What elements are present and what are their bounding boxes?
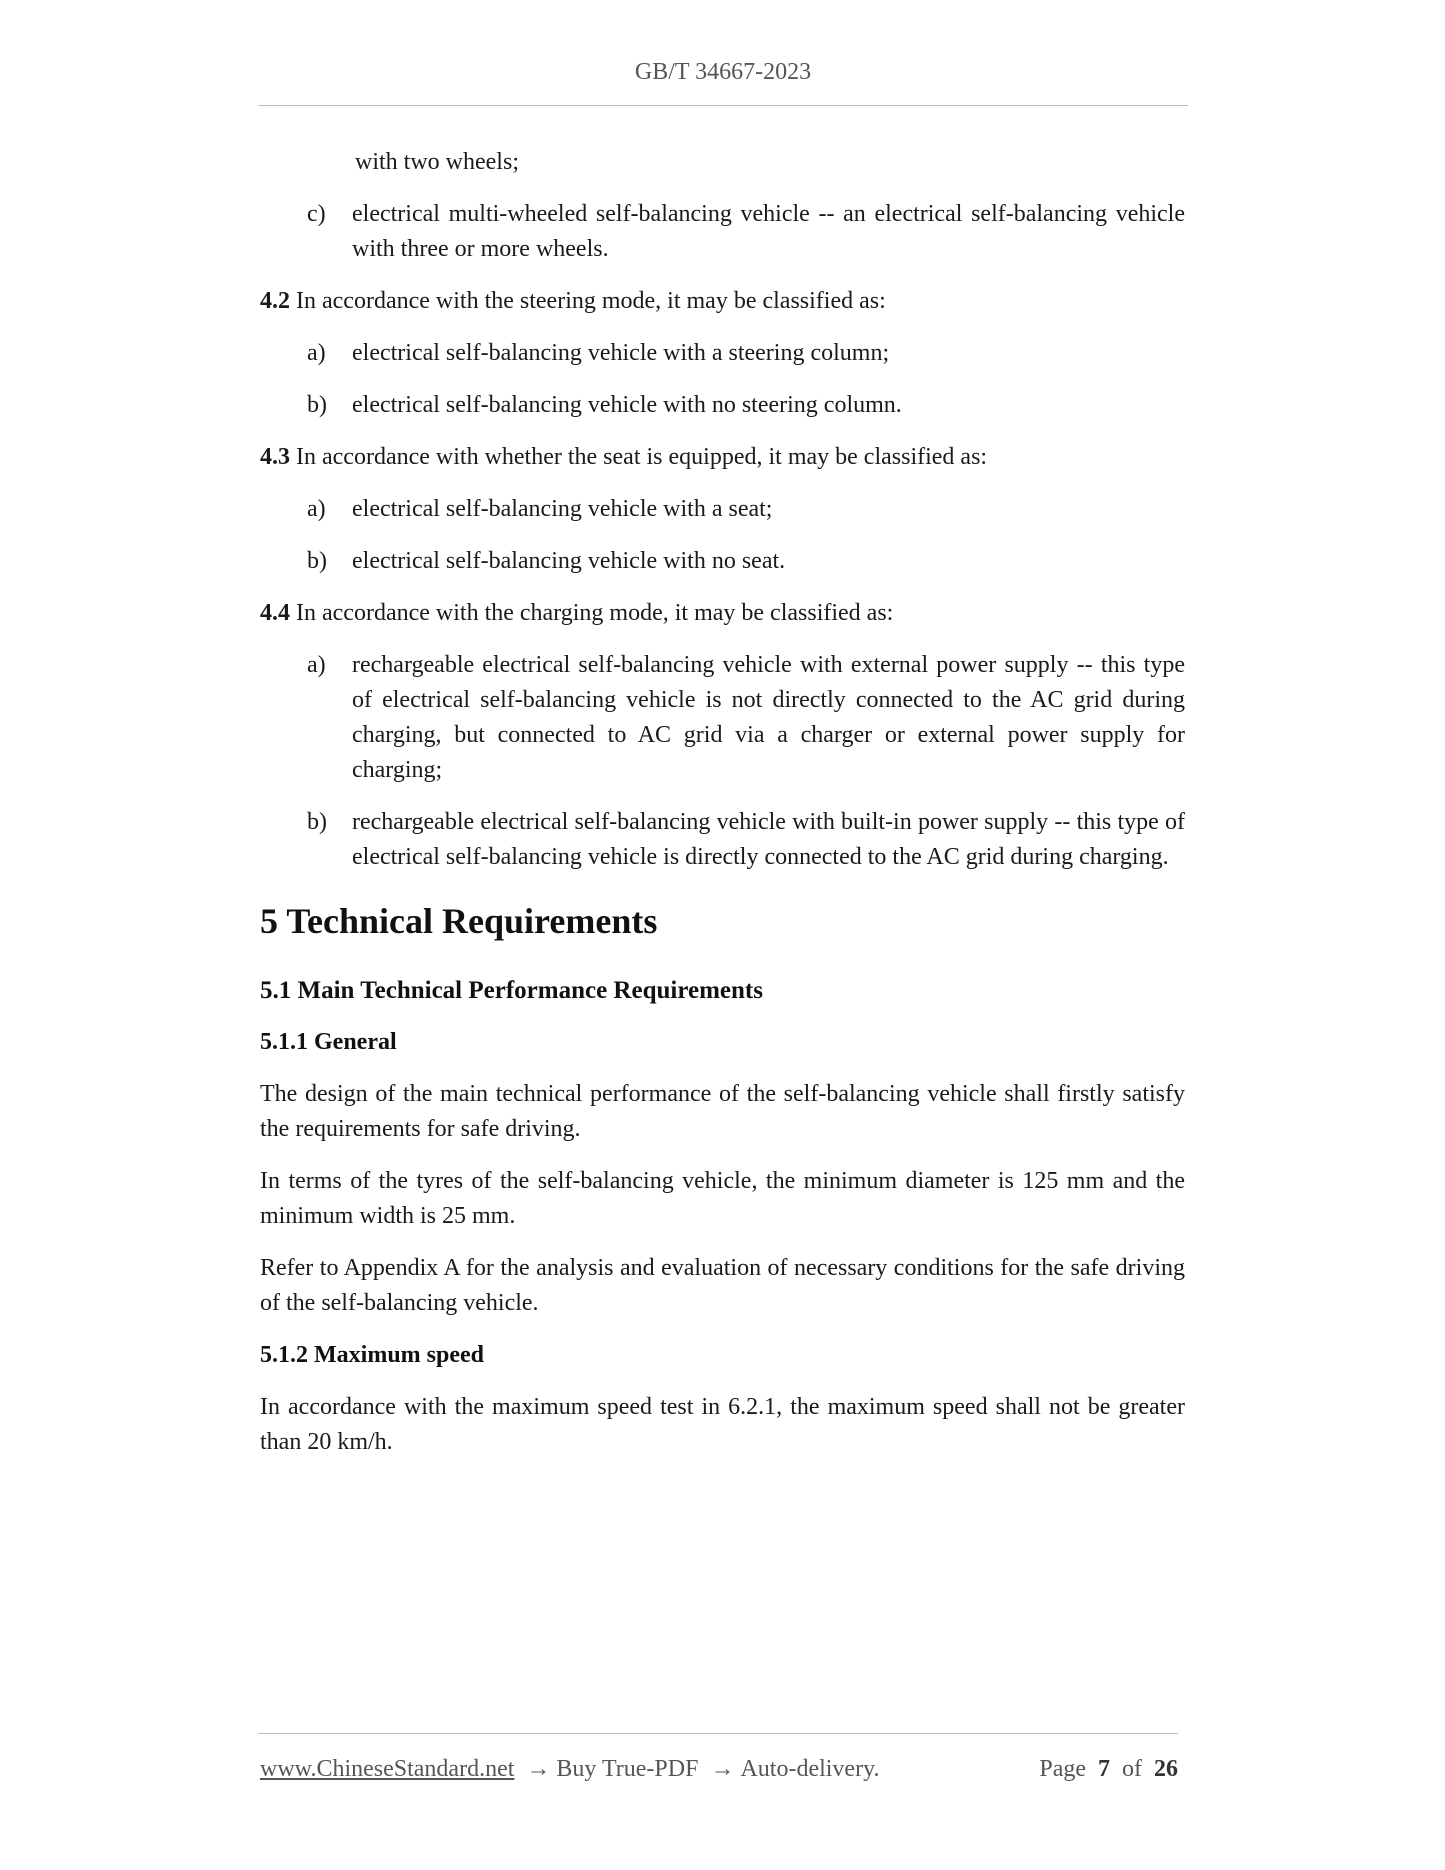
section-5-1-heading: 5.1 Main Technical Performance Requirements	[260, 977, 763, 1004]
buy-text: Buy True-PDF	[556, 1756, 699, 1782]
list-item	[260, 805, 1185, 875]
list-marker: b)	[307, 392, 327, 418]
paragraph: In terms of the tyres of the self-balancing vehicle, the minimum diameter is 125 mm and the minimum width is 25 mm.	[260, 1168, 1185, 1229]
list-marker: c)	[307, 201, 326, 227]
list-item	[260, 336, 1185, 371]
list-text: electrical multi-wheeled self-balancing vehicle -- an electrical self-balancing vehicle with three or more wheels.	[352, 201, 1185, 262]
continuation-text: with two wheels;	[355, 149, 519, 175]
paragraph: In accordance with the maximum speed test in 6.2.1, the maximum speed shall not be greater than 20 km/h.	[260, 1394, 1185, 1455]
page-header: GB/T 34667-2023	[634, 59, 812, 85]
list-item	[260, 544, 1185, 579]
list-marker: a)	[307, 496, 326, 522]
document-body	[260, 145, 1185, 1460]
list-marker: b)	[307, 809, 327, 835]
section-5-heading: 5 Technical Requirements	[260, 901, 658, 941]
clause-4-4	[260, 596, 1185, 631]
footer-rule	[258, 1733, 1178, 1734]
page-footer	[260, 1753, 1178, 1785]
list-marker: b)	[307, 548, 327, 574]
arrow-right-icon: →	[526, 1756, 551, 1782]
footer-left	[260, 1753, 880, 1785]
of-label: of	[1122, 1756, 1142, 1782]
clause-number: 4.3	[260, 444, 290, 470]
list-marker: a)	[307, 340, 326, 366]
list-marker: a)	[307, 652, 326, 678]
clause-number: 4.4	[260, 600, 290, 626]
page-label: Page	[1039, 1756, 1086, 1782]
page-total: 26	[1154, 1756, 1178, 1782]
site-link[interactable]: www.ChineseStandard.net	[260, 1756, 515, 1782]
list-item	[260, 492, 1185, 527]
list-text: rechargeable electrical self-balancing vehicle with built-in power supply -- this type of electrical self-balancing vehicle is directly connected to the AC grid during charging.	[352, 809, 1185, 870]
clause-text: In accordance with the steering mode, it may be classified as:	[290, 288, 886, 314]
list-text: electrical self-balancing vehicle with no steering column.	[352, 392, 902, 418]
section-5-1-1-heading: 5.1.1 General	[260, 1029, 397, 1055]
list-item	[260, 648, 1185, 788]
page-indicator	[1039, 1753, 1178, 1785]
clause-text: In accordance with the charging mode, it may be classified as:	[290, 600, 894, 626]
paragraph: The design of the main technical performance of the self-balancing vehicle shall firstly satisfy the requirements for safe driving.	[260, 1081, 1185, 1142]
list-text: electrical self-balancing vehicle with a steering column;	[352, 340, 890, 366]
header-rule	[258, 105, 1188, 106]
delivery-text: Auto-delivery.	[740, 1756, 880, 1782]
list-text: rechargeable electrical self-balancing vehicle with external power supply -- this type of electrical self-balancing vehicle is not directly connected to the AC grid during charging, but connected to AC grid via a charger or external power supply for charging;	[352, 652, 1185, 783]
clause-4-3	[260, 440, 1185, 475]
clause-4-2	[260, 284, 1185, 319]
clause-number: 4.2	[260, 288, 290, 314]
list-item	[260, 388, 1185, 423]
list-text: electrical self-balancing vehicle with no seat.	[352, 548, 786, 574]
paragraph: Refer to Appendix A for the analysis and evaluation of necessary conditions for the safe driving of the self-balancing vehicle.	[260, 1255, 1185, 1316]
clause-text: In accordance with whether the seat is equipped, it may be classified as:	[290, 444, 988, 470]
section-5-1-2-heading: 5.1.2 Maximum speed	[260, 1342, 484, 1368]
page-number: 7	[1098, 1756, 1110, 1782]
list-text: electrical self-balancing vehicle with a seat;	[352, 496, 773, 522]
list-item	[260, 197, 1185, 267]
arrow-right-icon: →	[710, 1756, 735, 1782]
